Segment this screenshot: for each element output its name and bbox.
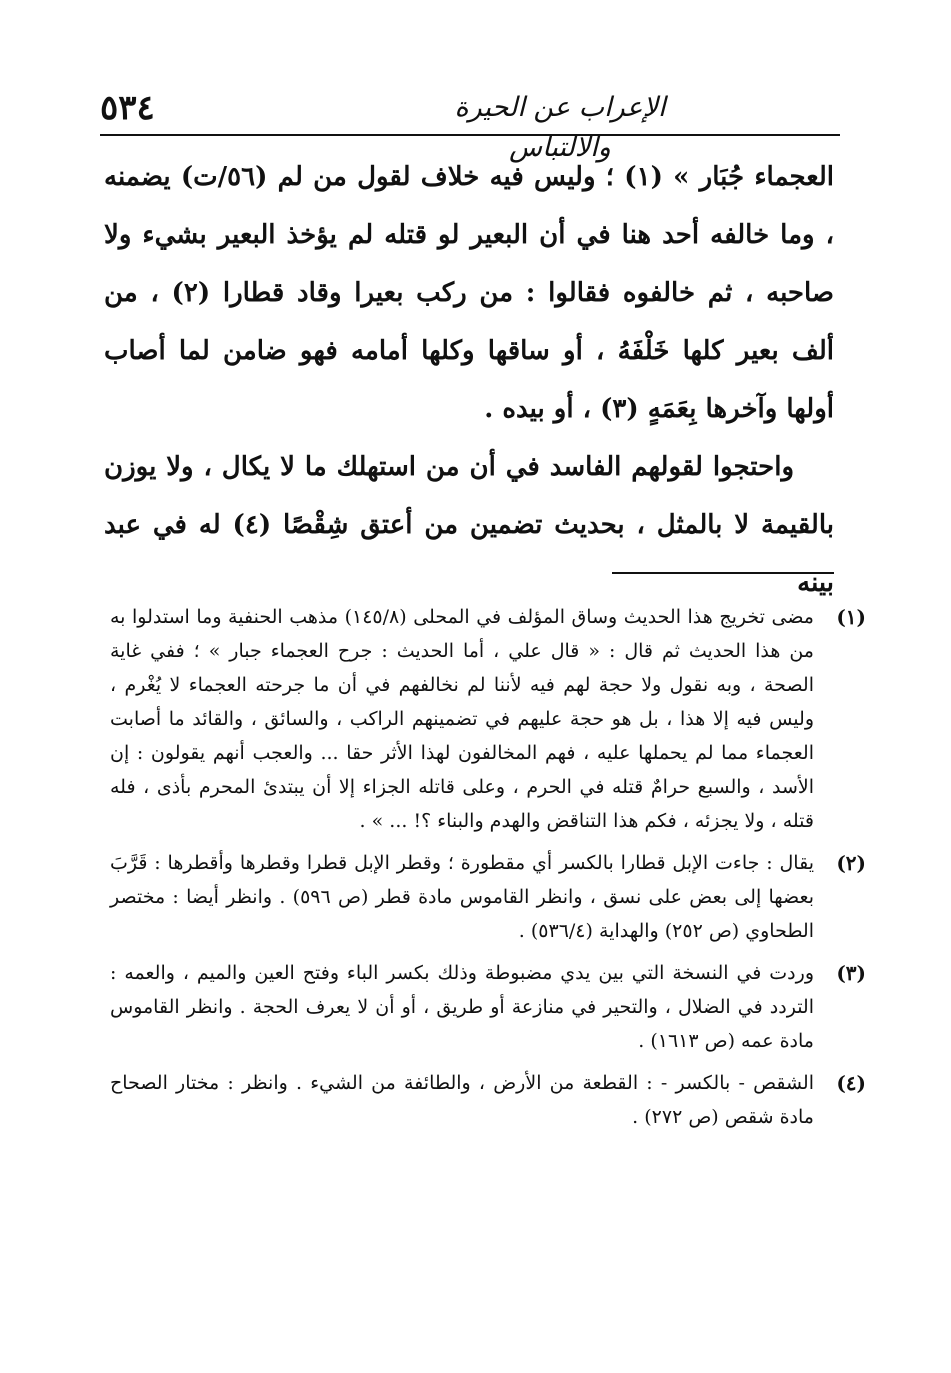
page-number: ٥٣٤ (100, 88, 155, 128)
footnote-text: يقال : جاءت الإبل قطارا بالكسر أي مقطورة ؛ وقطر الإبل قطرا وقطرها وأقطرها : قَرَّبَ بعضها إلى بعض على نسق ، وانظر القاموس مادة قطر (ص ٥٩٦) . وانظر أيضا : مختصر الطحاوي (ص ٢٥٢) والهداية (٥٣٦/٤) . (110, 852, 814, 942)
main-paragraph: واحتجوا لقولهم الفاسد في أن من استهلك ما لا يكال ، ولا يوزن بالقيمة لا بالمثل ، بحديث تضمين من أعتق شِقْصًا (٤) له في عبد بينه (104, 452, 834, 598)
header-divider (100, 134, 840, 136)
footnote-number: (٣) (836, 961, 866, 985)
footnote-number: (١) (836, 605, 866, 629)
running-title: الإعراب عن الحيرة والالتباس (454, 92, 666, 163)
footnotes (110, 600, 866, 1142)
main-paragraph: العجماء جُبَار » (١) ؛ وليس فيه خلاف لقول من لم (٥٦/ت) يضمنه ، وما خالفه أحد هنا في أن البعير لو قتله لم يؤخذ البعير بشيء ولا صاحبه ، ثم خالفوه فقالوا : من ركب بعيرا وقاد قطارا (٢) ، من ألف بعير كلها خَلْفَهُ ، أو ساقها وكلها أمامه فهو ضامن لما أصاب أولها وآخرها بِعَمَهٍ (٣) ، أو بيده . (104, 162, 834, 424)
footnote-3 (110, 956, 866, 1058)
footnote-divider (612, 572, 834, 574)
footnote-4 (110, 1066, 866, 1134)
footnote-number: (٤) (836, 1071, 866, 1095)
footnote-text: الشقص - بالكسر - : القطعة من الأرض ، والطائفة من الشيء . وانظر : مختار الصحاح مادة شقص (ص ٢٧٢) . (110, 1072, 814, 1128)
footnote-2 (110, 846, 866, 948)
footnote-number: (٢) (836, 851, 866, 875)
footnote-text: مضى تخريج هذا الحديث وساق المؤلف في المحلى (١٤٥/٨) مذهب الحنفية وما استدلوا به من هذا الحديث ثم قال : « قال علي ، أما الحديث : جرح العجماء جبار » ؛ ففي غاية الصحة ، وبه نقول ولا حجة لهم فيه لأننا لم نخالفهم في أن ما جرحته العجماء لا يُغْرم ، وليس فيه إلا هذا ، بل هو حجة عليهم في تضمينهم الراكب ، والسائق ، والقائد ما أصابت العجماء مما لم يحملها عليه ، فهم المخالفون لهذا الأثر حقا ... والعجب أنهم يقولون : إن الأسد ، والسبع حرامٌ قتله في الحرم ، وعلى قاتله الجزاء إلا أن يبتدئ المحرم بأذى ، فله قتله ، ولا يجزئه ، فكم هذا التناقض والهدم والبناء ؟! ... » . (110, 606, 814, 832)
main-text (104, 148, 834, 612)
page-header (100, 84, 840, 163)
footnote-1 (110, 600, 866, 838)
footnote-text: وردت في النسخة التي بين يدي مضبوطة وذلك بكسر الباء وفتح العين والميم ، والعمه : التردد في الضلال ، والتحير في منازعة أو طريق ، أو أن لا يعرف الحجة . وانظر القاموس مادة عمه (ص ١٦١٣) . (110, 962, 814, 1052)
